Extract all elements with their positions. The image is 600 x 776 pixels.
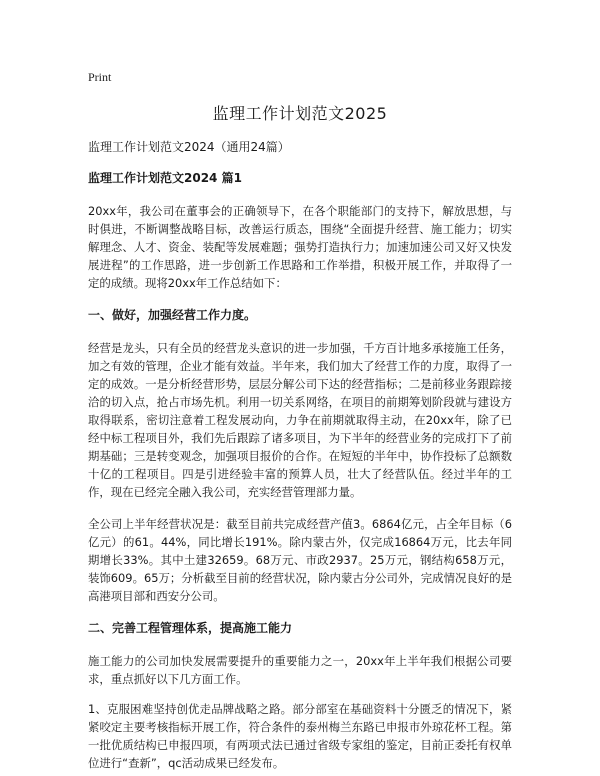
print-label[interactable]: Print	[88, 70, 112, 84]
document-subtitle: 监理工作计划范文2024（通用24篇）	[88, 140, 290, 154]
paragraph-output-stats: 全公司上半年经营状况是：截至目前共完成经营产值3。6864亿元，占全年目标（6亿元）的61。44%，同比增长191%。除内蒙古外，仅完成16864万元，比去年同期增长33%。其中土建32659。68万元、市政2937。25万元，钢结构658万元，装饰609。65万；分析截至目前的经营状况，除内蒙古分公司外，完成情况良好的是高港项目部和西安分公司。	[88, 517, 512, 603]
subheading-2: 二、完善工程管理体系，提高施工能力	[88, 621, 293, 635]
paragraph-quality: 1、克服困难坚持创优走品牌战略之路。部分部室在基础资料十分匮乏的情况下，紧紧咬定主要考核指标开展工作，符合条件的泰州梅兰东路已申报市外琼花杯工程。第一批优质结构已申报四项，有两项式法已通过省级专家组的鉴定，目前正委托有权单位进行“查新”，qc活动成果已经发布。	[88, 702, 512, 770]
subheading-1: 一、做好，加强经营工作力度。	[88, 308, 257, 322]
paragraph-capacity: 施工能力的公司加快发展需要提升的重要能力之一，20xx年上半年我们根据公司要求，重点抓好以下几方面工作。	[88, 654, 512, 686]
paragraph-operations: 经营是龙头，只有全员的经营龙头意识的进一步加强，千方百计地多承接施工任务，加之有效的管理，企业才能有效益。半年来，我们加大了经营工作的力度，取得了一定的成效。一是分析经营形势，层层分解公司下达的经营指标；二是前移业务跟踪接洽的切入点，抢占市场先机。利用一切关系网络，在项目的前期筹划阶段就与建设方取得联系，密切注意着工程发展动向，力争在前期就取得主动，在20xx年，除了已经中标工程项目外，我们先后跟踪了诸多项目，为下半年的经营业务的完成打下了前期基础；三是转变观念，加强项目报价的合作。在短短的半年中，协作投标了总额数十亿的工程项目。四是引进经验丰富的预算人员，壮大了经营队伍。经过半年的工作，现在已经完全融入我公司，充实经营管理部力量。	[88, 341, 512, 499]
document-title: 监理工作计划范文2025	[212, 104, 388, 123]
paragraph-intro: 20xx年，我公司在董事会的正确领导下，在各个职能部门的支持下，解放思想，与时俱进，不断调整战略目标，改善运行质态，围绕“全面提升经营、施工能力；切实解理念、人才、资金、装配等发展难题；强势打造执行力；加速加速公司又好又快发展进程”的工作思路，进一步创新工作思路和工作举措，积极开展工作，并取得了一定的成绩。现将20xx年工作总结如下：	[88, 204, 512, 290]
section-heading: 监理工作计划范文2024 篇1	[88, 171, 242, 185]
